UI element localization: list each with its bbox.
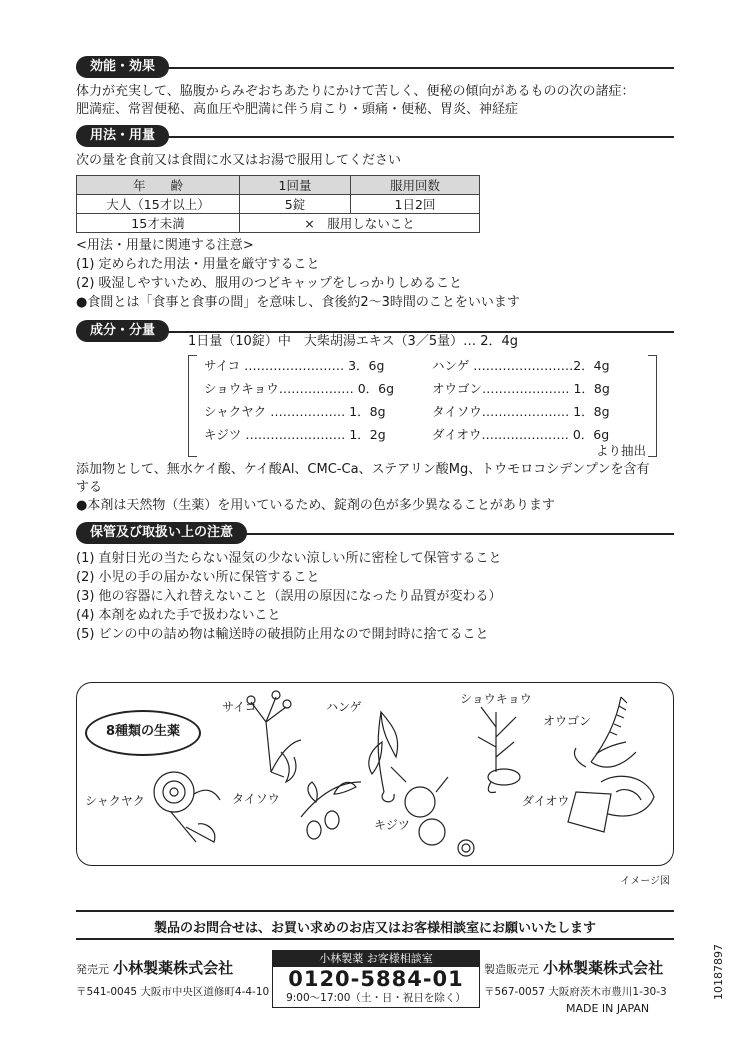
ingredient-saiko: サイコ …………………… 3．6g xyxy=(204,358,385,373)
ingredient-shokyo: ショウキョウ……………… 0．6g xyxy=(204,381,395,396)
bracket-left xyxy=(188,355,197,457)
ogon-plant-icon xyxy=(574,697,636,767)
dosage-header xyxy=(76,125,674,147)
inquiry-text: 製品のお問合せは、お買い求めのお店又はお客様相談室にお願いいたします xyxy=(153,921,596,936)
herb-label-kijitsu: キジツ xyxy=(374,818,410,832)
footer-rule-top xyxy=(76,910,674,912)
seller-name: 小林製薬株式会社 xyxy=(113,959,234,977)
storage-item-3: (3) 他の容器に入れ替えないこと（誤用の原因になったり品質が変わる） xyxy=(76,589,502,604)
storage-item-4: (4) 本剤をぬれた手で扱わないこと xyxy=(76,608,281,623)
table-cell-adult-dose: 5錠 xyxy=(240,195,351,214)
table-header-times: 服用回数 xyxy=(351,176,480,195)
seller-block xyxy=(76,957,233,978)
hange-plant-icon xyxy=(369,712,398,802)
ingredient-kijitsu: キジツ …………………… 1．2g xyxy=(204,427,386,442)
dosage-note-1: (1) 定められた用法・用量を厳守すること xyxy=(76,257,320,272)
seller-label: 発売元 xyxy=(76,963,109,976)
shokyo-plant-icon xyxy=(478,707,520,793)
herb-drawings xyxy=(76,682,672,864)
ingredient-shakuyaku: シャクヤク ……………… 1．8g xyxy=(204,404,386,419)
made-in: MADE IN JAPAN xyxy=(566,1002,650,1015)
herb-label-shokyo: ショウキョウ xyxy=(460,692,532,706)
hotline-hours: 9:00〜17:00（土・日・祝日を除く） xyxy=(286,992,466,1004)
table-cell-adult-times: 1日2回 xyxy=(351,195,480,214)
storage-title: 保管及び取扱い上の注意 xyxy=(76,522,247,544)
taiso-plant-icon xyxy=(301,782,361,839)
bracket-right xyxy=(648,355,657,457)
dosage-intro: 次の量を食前又は食間に水又はお湯で服用してください xyxy=(76,153,402,168)
maker-address: 〒567-0057 大阪府茨木市豊川1-30-3 xyxy=(484,986,667,998)
herb-label-shakuyaku: シャクヤク xyxy=(85,794,145,808)
ingredient-taiso: タイソウ………………… 1．8g xyxy=(432,404,610,419)
additives-line-2: する xyxy=(76,480,103,495)
storage-item-1: (1) 直射日光の当たらない湿気の少ない涼しい所に密栓して保管すること xyxy=(76,551,502,566)
hotline-label: 小林製薬 お客様相談室 xyxy=(273,951,479,967)
herb-label-ogon: オウゴン xyxy=(543,714,592,728)
table-cell-child-note: × 服用しないこと xyxy=(240,214,480,233)
maker-block xyxy=(484,957,663,978)
additives-line-1: 添加物として、無水ケイ酸、ケイ酸Al、CMC-Ca、ステアリン酸Mg、トウモロコシデンプンを含有 xyxy=(76,462,650,477)
extract-note: より抽出 xyxy=(596,443,647,458)
seller-address: 〒541-0045 大阪市中央区道修町4-4-10 xyxy=(76,986,270,998)
herbs-badge: 8種類の生薬 xyxy=(85,710,201,756)
table-cell-child: 15才未満 xyxy=(77,214,240,233)
herb-label-saiko: サイコ xyxy=(222,700,257,714)
shakuyaku-plant-icon xyxy=(154,772,220,842)
table-header-age: 年 齢 xyxy=(77,176,240,195)
maker-label: 製造販売元 xyxy=(484,963,539,976)
ingredient-ogon: オウゴン………………… 1．8g xyxy=(432,381,610,396)
ingredients-intro: 1日量（10錠）中 大柴胡湯エキス（3／5量）… 2．4g xyxy=(188,334,519,349)
hotline-number[interactable]: 0120-5884-01 xyxy=(288,967,464,991)
illustration-caption: イメージ図 xyxy=(620,876,670,887)
daio-plant-icon xyxy=(568,776,654,832)
dosage-note-header: <用法・用量に関連する注意> xyxy=(76,238,254,253)
ingredient-daio: ダイオウ………………… 0．6g xyxy=(432,427,610,442)
natural-note: ●本剤は天然物（生薬）を用いているため、錠剤の色が多少異なることがあります xyxy=(76,498,555,513)
storage-item-2: (2) 小児の手の届かない所に保管すること xyxy=(76,570,320,585)
dosage-title: 用法・用量 xyxy=(76,125,169,147)
customer-hotline xyxy=(272,950,480,1008)
table-header-dose: 1回量 xyxy=(240,176,351,195)
efficacy-header xyxy=(76,56,674,78)
efficacy-title: 効能・効果 xyxy=(76,56,169,78)
efficacy-line-2: 肥満症、常習便秘、高血圧や肥満に伴う肩こり・頭痛・便秘、胃炎、神経症 xyxy=(76,102,519,117)
herb-label-hange: ハンゲ xyxy=(326,700,362,714)
kijitsu-plant-icon xyxy=(391,767,474,856)
storage-header xyxy=(76,522,674,544)
ingredient-hange: ハンゲ ……………………2．4g xyxy=(432,358,610,373)
dosage-note-3: ●食間とは「食事と食事の間」を意味し、食後約2〜3時間のことをいいます xyxy=(76,295,520,310)
dosage-note-2: (2) 吸湿しやすいため、服用のつどキャップをしっかりしめること xyxy=(76,276,463,291)
herb-label-taiso: タイソウ xyxy=(232,792,280,806)
footer-rule-bottom xyxy=(76,938,674,940)
table-cell-adult: 大人（15才以上） xyxy=(77,195,240,214)
ingredients-title: 成分・分量 xyxy=(76,320,169,342)
maker-name: 小林製薬株式会社 xyxy=(543,959,664,977)
product-code: 10187897 xyxy=(712,944,725,1000)
storage-item-5: (5) ビンの中の詰め物は輸送時の破損防止用なので開封時に捨てること xyxy=(76,627,489,642)
efficacy-line-1: 体力が充実して、脇腹からみぞおちあたりにかけて苦しく、便秘の傾向があるものの次の諸症： xyxy=(76,84,635,99)
herb-label-daio: ダイオウ xyxy=(522,794,570,808)
dosage-table xyxy=(76,175,480,233)
